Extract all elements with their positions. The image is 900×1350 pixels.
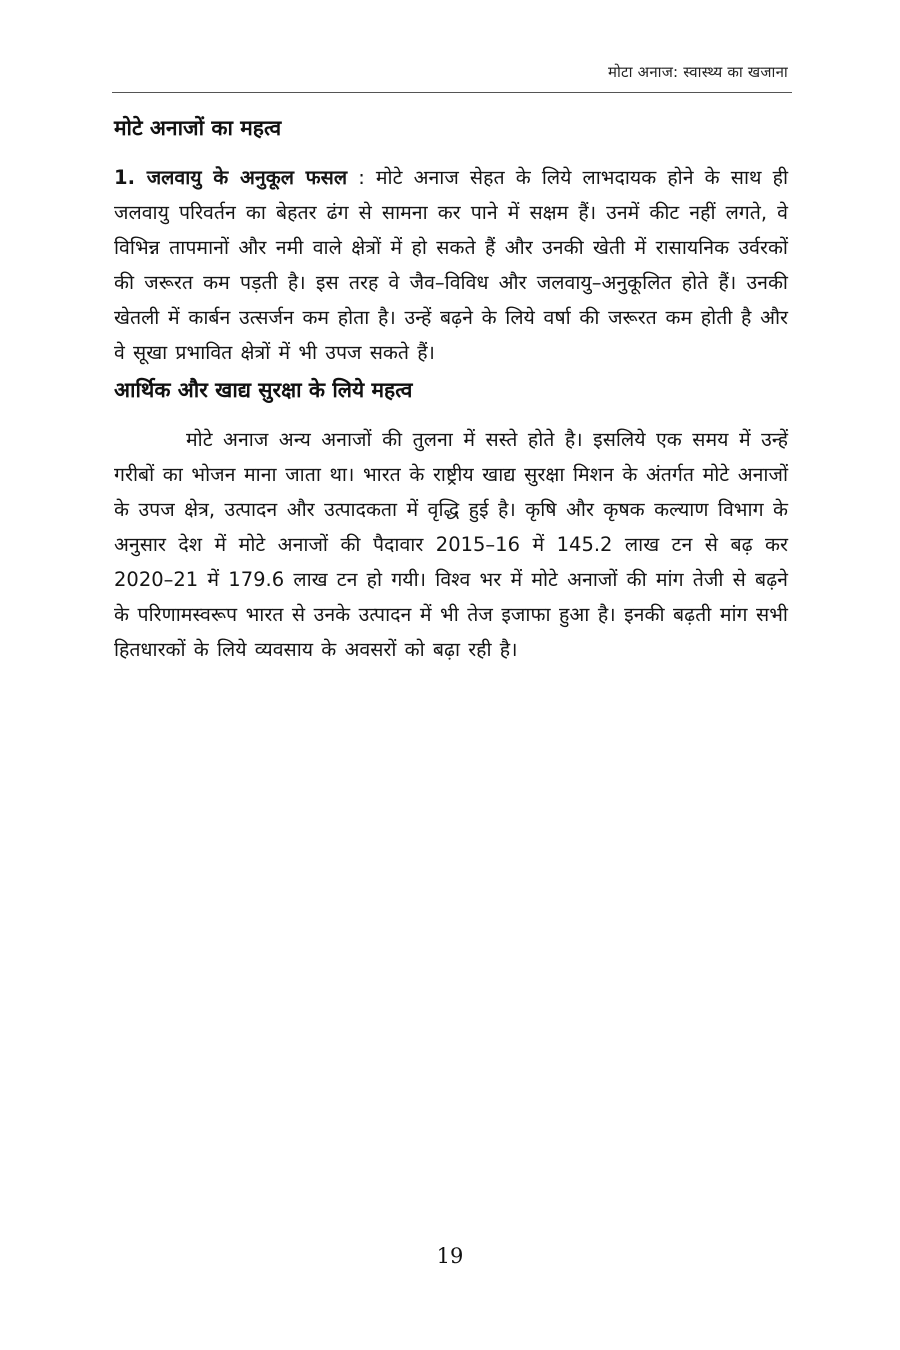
paragraph-climate-friendly-crop <box>114 160 788 370</box>
header-rule <box>112 92 792 93</box>
paragraph-lead-climate-friendly: 1. जलवायु के अनुकूल फसल <box>114 166 348 189</box>
page-content <box>114 108 788 667</box>
paragraph-economic-food-security: मोटे अनाज अन्य अनाजों की तुलना में सस्ते होते है। इसलिये एक समय में उन्हें गरीबों का भोजन माना जाता था। भारत के राष्ट्रीय खाद्य सुरक्षा मिशन के अंतर्गत मोटे अनाजों के उपज क्षेत्र, उत्पादन और उत्पादकता में वृद्धि हुई है। कृषि और कृषक कल्याण विभाग के अनुसार देश में मोटे अनाजों की पैदावार 2015–16 में 145.2 लाख टन से बढ़ कर 2020–21 में 179.6 लाख टन हो गयी। विश्व भर में मोटे अनाजों की मांग तेजी से बढ़ने के परिणामस्वरूप भारत से उनके उत्पादन में भी तेज इजाफा हुआ है। इनकी बढ़ती मांग सभी हितधारकों के लिये व्यवसाय के अवसरों को बढ़ा रही है। <box>114 428 788 661</box>
section-heading-economic-food-security: आर्थिक और खाद्य सुरक्षा के लिये महत्व <box>114 378 413 402</box>
section-heading-importance: मोटे अनाजों का महत्व <box>114 116 282 140</box>
page-number: 19 <box>436 1244 464 1268</box>
paragraph-text-climate-friendly: : मोटे अनाज सेहत के लिये लाभदायक होने के साथ ही जलवायु परिवर्तन का बेहतर ढंग से सामना कर पाने में सक्षम हैं। उनमें कीट नहीं लगते, वे विभिन्न तापमानों और नमी वाले क्षेत्रों में हो सकते हैं और उनकी खेती में रासायनिक उर्वरकों की जरूरत कम पड़ती है। इस तरह वे जैव–विविध और जलवायु–अनुकूलित होते हैं। उनकी खेतली में कार्बन उत्सर्जन कम होता है। उन्हें बढ़ने के लिये वर्षा की जरूरत कम होती है और वे सूखा प्रभावित क्षेत्रों में भी उपज सकते हैं। <box>114 166 789 364</box>
running-header-title: मोटा अनाज: स्वास्थ्य का खजाना <box>607 63 788 81</box>
